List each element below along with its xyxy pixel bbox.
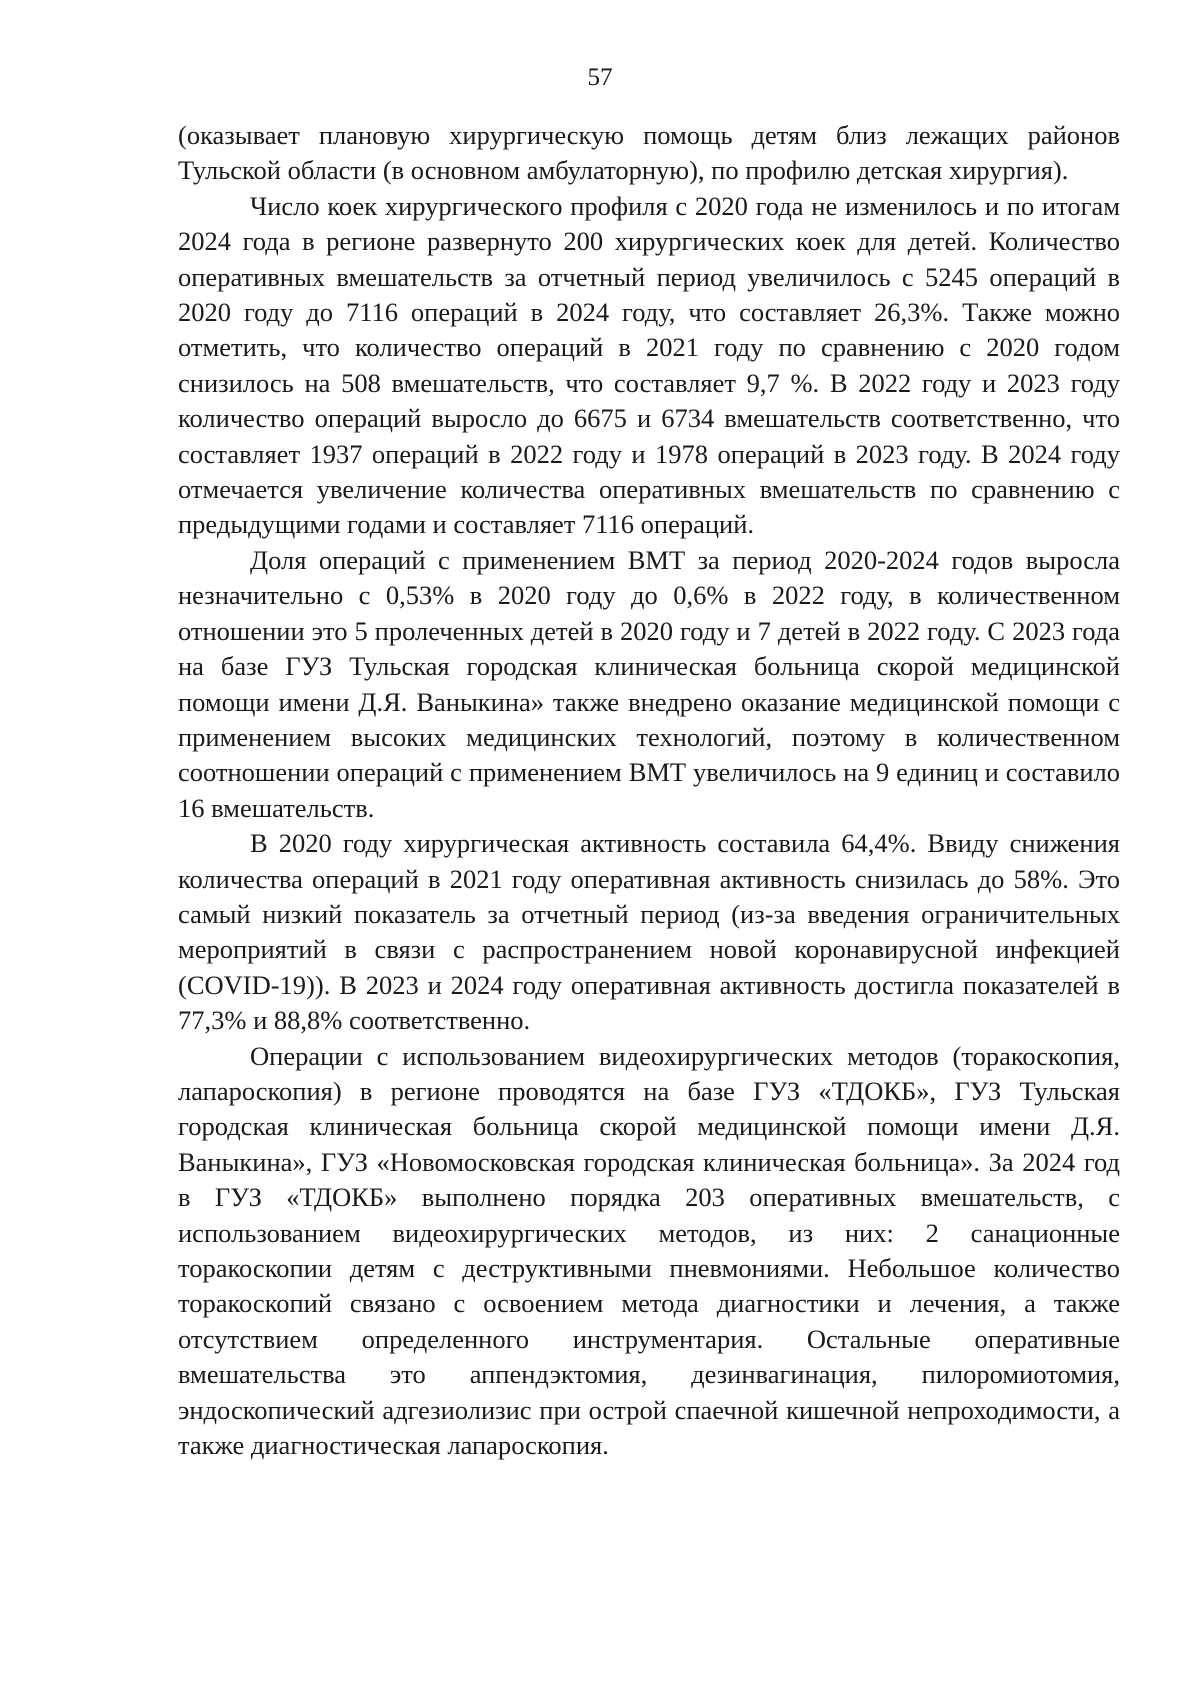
document-body [178,118,1120,1463]
paragraph-vmt-share: Доля операций с применением ВМТ за период 2020-2024 годов выросла незначительно с 0,53% в 2020 году до 0,6% в 2022 году, в количественном отношении это 5 пролеченных детей в 2020 году и 7 детей в 2022 году. С 2023 года на базе ГУЗ Тульская городская клиническая больница скорой медицинской помощи имени Д.Я. Ваныкина» также внедрено оказание медицинской помощи с применением высоких медицинских технологий, поэтому в количественном соотношении операций с применением ВМТ увеличилось на 9 единиц и составило 16 вмешательств. [178,544,1120,823]
paragraph-surgical-activity: В 2020 году хирургическая активность составила 64,4%. Ввиду снижения количества операций в 2021 году оперативная активность снизилась до 58%. Это самый низкий показатель за отчетный период (из-за введения ограничительных мероприятий в связи с распространением новой коронавирусной инфекцией (COVID-19)). В 2023 и 2024 году оперативная активность достигла показателей в 77,3% и 88,8% соответственно. [178,828,1120,1036]
paragraph-continuation: (оказывает плановую хирургическую помощь детям близ лежащих районов Тульской области (в основном амбулаторную), по профилю детская хирургия). [178,120,1120,186]
page-number: 57 [587,64,613,91]
paragraph-video-surgery: Операции с использованием видеохирургических методов (торакоскопия, лапароскопия) в регионе проводятся на базе ГУЗ «ТДОКБ», ГУЗ Тульская городская клиническая больница скорой медицинской помощи имени Д.Я. Ваныкина», ГУЗ «Новомосковская городская клиническая больница». За 2024 год в ГУЗ «ТДОКБ» выполнено порядка 203 оперативных вмешательств, с использованием видеохирургических методов, из них: 2 санационные торакоскопии детям с деструктивными пневмониями. Небольшое количество торакоскопий связано с освоением метода диагностики и лечения, а также отсутствием определенного инструментария. Остальные оперативные вмешательства это аппендэктомия, дезинвагинация, пилоромиотомия, эндоскопический адгезиолизис при острой спаечной кишечной непроходимости, а также диагностическая лапароскопия. [178,1040,1120,1461]
paragraph-surgical-beds: Число коек хирургического профиля с 2020 года не изменилось и по итогам 2024 года в регионе развернуто 200 хирургических коек для детей. Количество оперативных вмешательств за отчетный период увеличилось с 5245 операций в 2020 году до 7116 операций в 2024 году, что составляет 26,3%. Также можно отметить, что количество операций в 2021 году по сравнению с 2020 годом снизилось на 508 вмешательств, что составляет 9,7 %. В 2022 году и 2023 году количество операций выросло до 6675 и 6734 вмешательств соответственно, что составляет 1937 операций в 2022 году и 1978 операций в 2023 году. В 2024 году отмечается увеличение количества оперативных вмешательств по сравнению с предыдущими годами и составляет 7116 операций. [178,190,1120,540]
